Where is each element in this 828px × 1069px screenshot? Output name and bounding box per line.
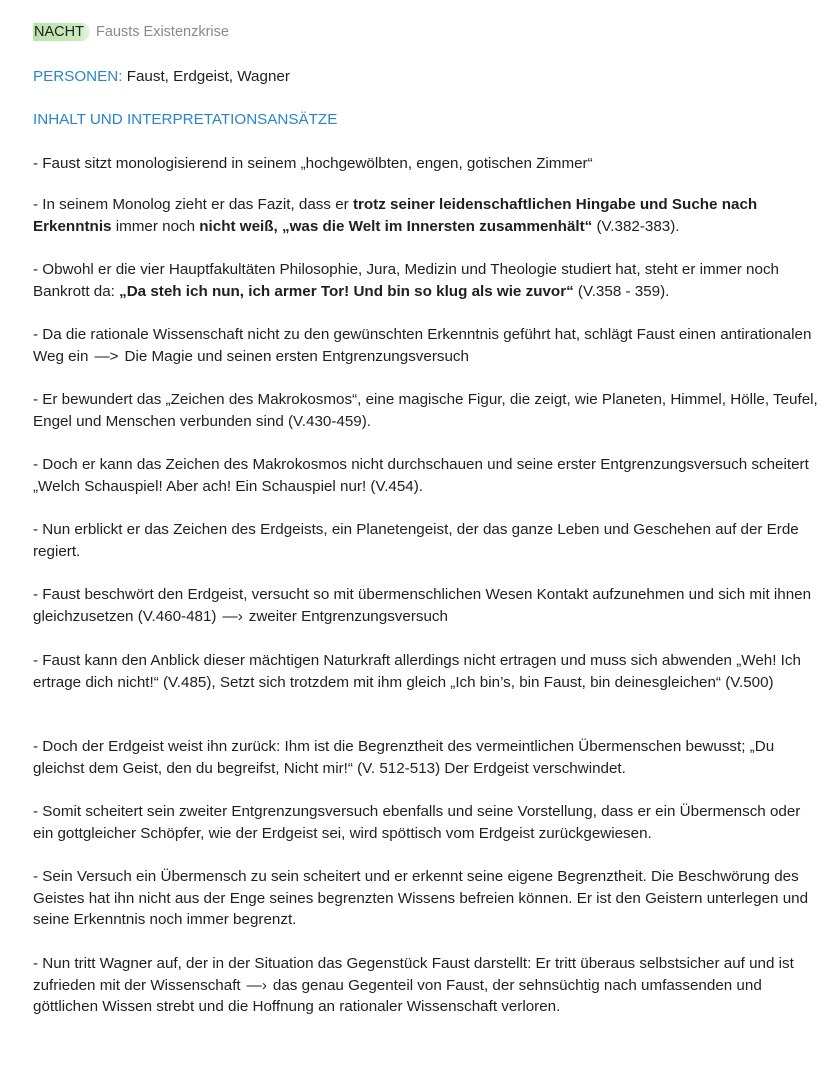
paragraph-4: - Da die rationale Wissenschaft nicht zu den gewünschten Erkenntnis geführt hat, schlägt Faust einen antirationalen Weg ein —> Die Magie und seinen ersten Entgrenzungsversuch xyxy=(33,324,818,367)
paragraph-6: - Doch er kann das Zeichen des Makrokosmos nicht durchschauen und seine erster Entgrenzungsversuch scheitert „Welch Schauspiel! Aber ach! Ein Schauspiel nur! (V.454). xyxy=(33,456,809,495)
paragraph-2: - In seinem Monolog zieht er das Fazit, dass er trotz seiner leidenschaftlichen Hingabe und Suche nach Erkenntnis immer noch nicht weiß, „was die Welt im Innersten zusammenhält“ (V.382-383). xyxy=(33,196,758,235)
arrow-icon: —› xyxy=(222,607,243,625)
arrow-icon: —> xyxy=(94,347,119,365)
paragraph-3: - Obwohl er die vier Hauptfakultäten Philosophie, Jura, Medizin und Theologie studiert hat, steht er immer noch Bankrott da: „Da steh ich nun, ich armer Tor! Und bin so klug als wie zuvor“ (V.358 - 359). xyxy=(33,261,779,300)
section-heading: INHALT UND INTERPRETATIONSANSÄTZE xyxy=(33,111,338,128)
document-subtitle: Fausts Existenzkrise xyxy=(95,24,229,40)
paragraph-8: - Faust beschwört den Erdgeist, versucht so mit übermenschlichen Wesen Kontakt aufzunehmen und sich mit ihnen gleichzusetzen (V.460-481) —› zweiter Entgrenzungsversuch xyxy=(33,584,818,627)
document-title xyxy=(33,24,229,40)
paragraph-7: - Nun erblickt er das Zeichen des Erdgeists, ein Planetengeist, der das ganze Leben und Geschehen auf der Erde regiert. xyxy=(33,521,799,560)
paragraph-1: - Faust sitzt monologisierend in seinem „hochgewölbten, engen, gotischen Zimmer“ xyxy=(33,155,593,172)
paragraph-11: - Somit scheitert sein zweiter Entgrenzungsversuch ebenfalls und seine Vorstellung, dass er ein Übermensch oder ein gottgleicher Schöpfer, wie der Erdgeist sei, wird spöttisch vom Erdgeist zurückgewiesen. xyxy=(33,803,801,842)
bold-quote: „Da steh ich nun, ich armer Tor! Und bin so klug als wie zuvor“ xyxy=(119,282,574,300)
arrow-icon: —› xyxy=(246,976,267,994)
paragraph-13: - Nun tritt Wagner auf, der in der Situation das Gegenstück Faust darstellt: Er tritt überaus selbstsicher auf und ist zufrieden mit der Wissenschaft —› das genau Gegenteil von Faust, der sehnsüchtig nach umfassenden und göttlichen Wissen strebt und die Hoffnung an rationaler Wissenschaft verloren. xyxy=(33,955,794,1015)
paragraph-10: - Doch der Erdgeist weist ihn zurück: Ihm ist die Begrenztheit des vermeintlichen Übermenschen bewusst; „Du gleichst dem Geist, den du begreifst, Nicht mir!“ (V. 512-513) Der Erdgeist verschwindet. xyxy=(33,738,775,777)
persons-label: PERSONEN: xyxy=(33,68,123,85)
persons-value: Faust, Erdgeist, Wagner xyxy=(126,68,290,85)
bold-quote: nicht weiß, „was die Welt im Innersten zusammenhält“ xyxy=(199,217,593,235)
paragraph-9: - Faust kann den Anblick dieser mächtigen Naturkraft allerdings nicht ertragen und muss sich abwenden „Weh! Ich ertrage dich nicht!“ (V.485), Setzt sich trotzdem mit ihm gleich „Ich bin’s, bin Faust, bin deinesgleichen“ (V.500) xyxy=(33,652,801,691)
paragraph-5: - Er bewundert das „Zeichen des Makrokosmos“, eine magische Figur, die zeigt, wie Planeten, Himmel, Hölle, Teufel, Engel und Menschen verbunden sind (V.430-459). xyxy=(33,391,818,430)
paragraph-12: - Sein Versuch ein Übermensch zu sein scheitert und er erkennt seine eigene Begrenztheit. Die Beschwörung des Geistes hat ihn nicht aus der Enge seines begrenzten Wissens befreien können. Er ist den Geistern unterlegen und seine Erkenntnis noch immer begrenzt. xyxy=(33,868,809,928)
highlighted-tag: NACHT xyxy=(33,23,90,41)
persons-line xyxy=(33,68,290,85)
bold-phrase: trotz seiner leidenschaftlichen Hingabe und Suche nach Erkenntnis xyxy=(33,196,758,235)
